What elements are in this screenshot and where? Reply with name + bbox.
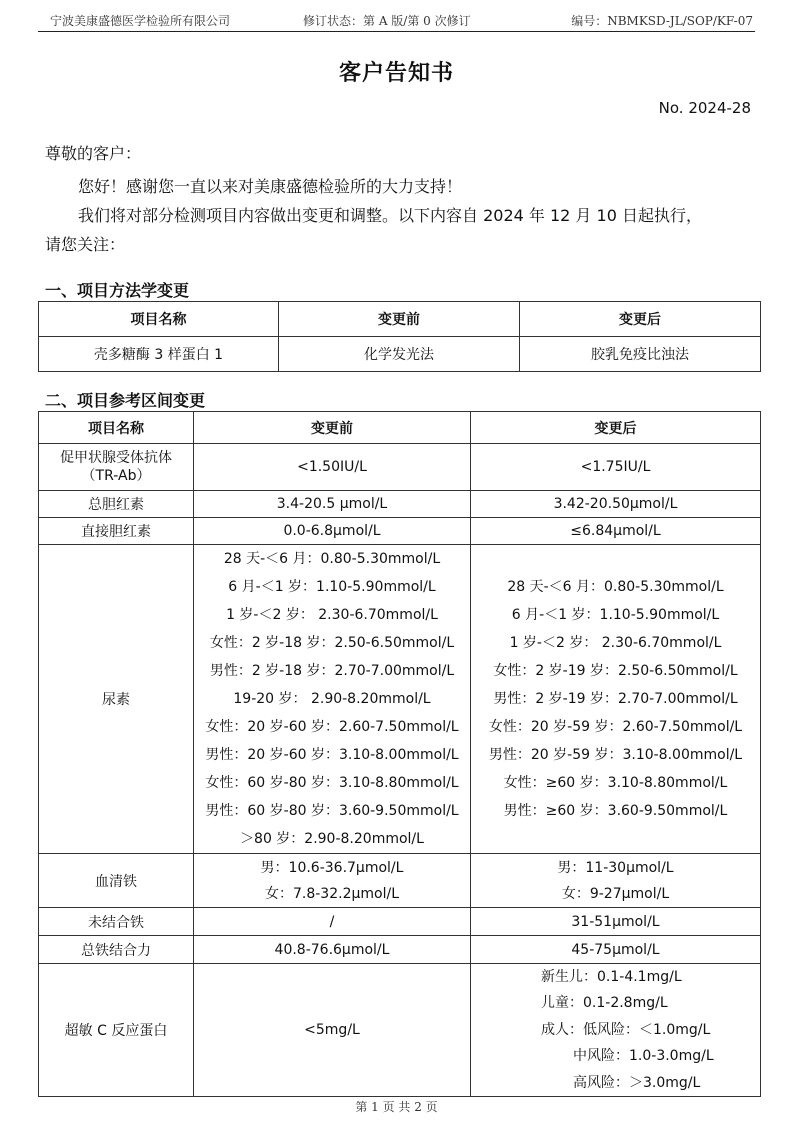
interval-before: 3.4-20.5 μmol/L [194,491,471,518]
section-title-reference: 二、项目参考区间变更 [45,391,206,410]
interval-line: 6 月-＜1 岁：1.10-5.90mmol/L [228,579,436,595]
notice-paragraph-line1: 我们将对部分检测项目内容做出变更和调整。以下内容自 2024 年 12 月 10 日起执行， [78,206,702,225]
interval-after [471,964,761,1097]
table-row [39,545,761,854]
interval-before [194,545,471,854]
interval-before [194,854,471,908]
interval-before: 40.8-76.6μmol/L [194,936,471,964]
interval-line: ＞80 岁：2.90-8.20mmol/L [240,831,424,847]
interval-line: 中风险：1.0-3.0mg/L [573,1048,714,1065]
item-name: 尿素 [39,545,194,854]
interval-after: ≤6.84μmol/L [471,518,761,545]
interval-line: 1 岁-＜2 岁： 2.30-6.70mmol/L [226,607,438,623]
interval-line: 男性：20 岁-59 岁：3.10-8.00mmol/L [488,747,743,763]
table-row [39,518,761,545]
table-row [39,444,761,491]
table-row [39,936,761,964]
greeting: 尊敬的客户： [45,144,142,163]
method-before: 化学发光法 [279,337,520,372]
interval-line: 男：11-30μmol/L [557,859,674,876]
header-before: 变更前 [279,302,520,337]
table-row [39,337,761,372]
page-title: 客户告知书 [338,61,454,86]
table-row [39,491,761,518]
header-after: 变更后 [471,412,761,444]
interval-after: 45-75μmol/L [471,936,761,964]
interval-line: 28 天-＜6 月：0.80-5.30mmol/L [507,579,724,595]
method-after: 胶乳免疫比浊法 [520,337,761,372]
table-header-row [39,302,761,337]
table-header-row [39,412,761,444]
revision-status: 修订状态：第 A 版/第 0 次修订 [303,14,471,28]
interval-line: 男性：20 岁-60 岁：3.10-8.00mmol/L [205,747,459,763]
page-header [38,9,755,32]
interval-line: 1 岁-＜2 岁： 2.30-6.70mmol/L [509,635,722,651]
interval-line: 女性：20 岁-59 岁：2.60-7.50mmol/L [488,719,743,735]
interval-before: <5mg/L [194,964,471,1097]
header-before: 变更前 [194,412,471,444]
item-name: 超敏 C 反应蛋白 [39,964,194,1097]
interval-line: 新生儿：0.1-4.1mg/L [541,969,682,985]
interval-after: 3.42-20.50μmol/L [471,491,761,518]
interval-line: 6 月-＜1 岁：1.10-5.90mmol/L [511,607,720,623]
item-name: 壳多糖酶 3 样蛋白 1 [39,337,279,372]
reference-interval-table [38,411,761,1097]
interval-after: <1.75IU/L [471,444,761,491]
method-change-table [38,301,761,372]
header-after: 变更后 [520,302,761,337]
notice-paragraph-line2: 请您关注： [45,235,126,254]
interval-line: 儿童：0.1-2.8mg/L [541,995,668,1012]
interval-line: 成人：低风险：＜1.0mg/L [541,1021,711,1038]
item-name [39,444,194,491]
interval-line: 女性：2 岁-19 岁：2.50-6.50mmol/L [493,663,738,679]
item-name: 总胆红素 [39,491,194,518]
table-row [39,854,761,908]
interval-line: 女性：≥60 岁：3.10-8.80mmol/L [503,775,728,791]
interval-line: 女性：2 岁-18 岁：2.50-6.50mmol/L [209,635,455,651]
document-code: 编号：NBMKSD-JL/SOP/KF-07 [571,14,753,28]
interval-line: 男性：2 岁-19 岁：2.70-7.00mmol/L [493,691,738,707]
item-name: 血清铁 [39,854,194,908]
company-name: 宁波美康盛德医学检验所有限公司 [50,14,231,28]
interval-before: <1.50IU/L [194,444,471,491]
page-number: 第 1 页 共 2 页 [355,1100,438,1114]
interval-after [471,854,761,908]
interval-line: 男性：≥60 岁：3.60-9.50mmol/L [503,803,728,819]
header-item-name: 项目名称 [39,302,279,337]
interval-line: 男性：60 岁-80 岁：3.60-9.50mmol/L [205,803,459,819]
interval-line: 男：10.6-36.7μmol/L [260,859,404,876]
interval-line: 女性：20 岁-60 岁：2.60-7.50mmol/L [205,719,459,735]
interval-before: / [194,908,471,936]
interval-line: 男性：2 岁-18 岁：2.70-7.00mmol/L [209,663,455,679]
item-name: 总铁结合力 [39,936,194,964]
section-title-method: 一、项目方法学变更 [45,281,190,300]
interval-line: 19-20 岁： 2.90-8.20mmol/L [233,691,431,707]
interval-line: 女：9-27μmol/L [561,885,670,902]
item-name: 未结合铁 [39,908,194,936]
interval-line: 28 天-＜6 月：0.80-5.30mmol/L [223,551,441,567]
interval-line: 女：7.8-32.2μmol/L [264,885,399,902]
notice-number: No. 2024-28 [658,99,751,117]
interval-after: 31-51μmol/L [471,908,761,936]
interval-line: 女性：60 岁-80 岁：3.10-8.80mmol/L [205,775,459,791]
interval-line: 高风险：＞3.0mg/L [573,1074,701,1091]
header-item-name: 项目名称 [39,412,194,444]
table-row [39,964,761,1097]
interval-before: 0.0-6.8μmol/L [194,518,471,545]
intro-paragraph: 您好！感谢您一直以来对美康盛德检验所的大力支持！ [78,177,463,196]
item-name: 直接胆红素 [39,518,194,545]
item-name-line: 促甲状腺受体抗体 [60,450,172,466]
table-row [39,908,761,936]
interval-after [471,545,761,854]
item-name-line: （TR-Ab） [81,468,151,484]
